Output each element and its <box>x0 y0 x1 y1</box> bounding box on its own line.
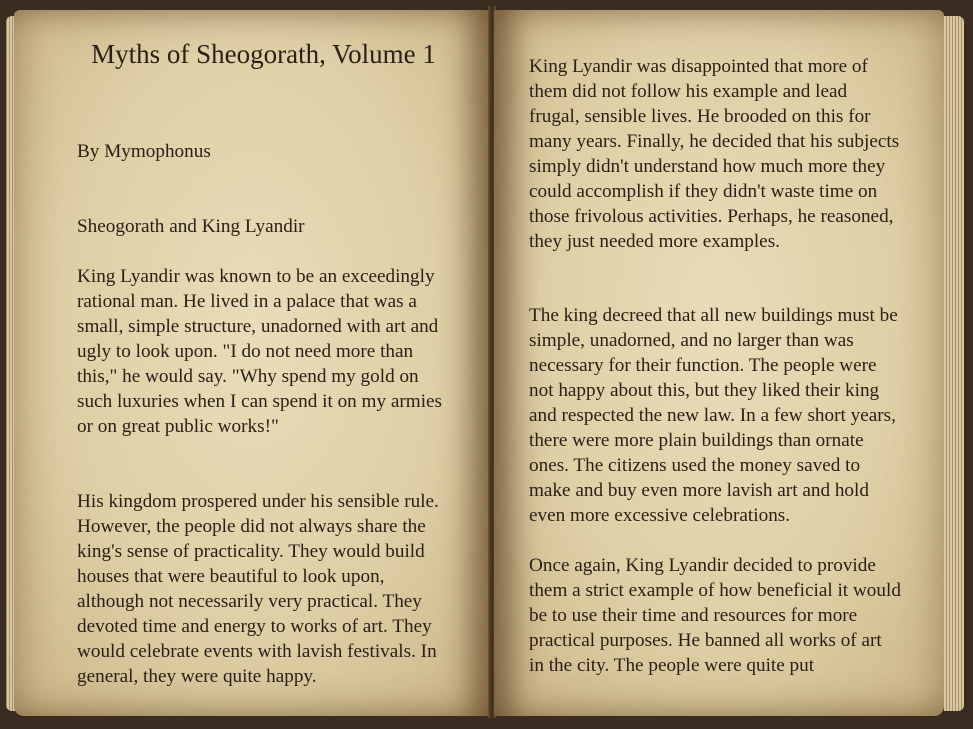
right-paragraph-2: The king decreed that all new buildings must be simple, unadorned, and no larger than was necessary for their function. The people were not happy about this, but they liked their king and respected the new law. In a few short years, there were more plain buildings than ornate ones. The citizens used the money saved to make and buy even more lavish art and hold even more excessive celebrations. <box>529 305 898 526</box>
chapter-subtitle: Sheogorath and King Lyandir <box>77 216 305 237</box>
right-page-edges <box>944 16 964 711</box>
left-paragraph-2: His kingdom prospered under his sensible rule. However, the people did not always share the king's sense of practicality. They would build houses that were beautiful to look upon, although not necessarily very practical. They devoted time and energy to works of art. They would celebrate events with lavish festivals. In general, they were quite happy. <box>77 491 439 687</box>
book-author: By Mymophonus <box>77 141 211 162</box>
right-paragraph-1: King Lyandir was disappointed that more of them did not follow his example and lead frugal, sensible lives. He brooded on this for many years. Finally, he decided that his subjects simply didn't understand how much more they could accomplish if they didn't waste time on those frivolous activities. Perhaps, he reasoned, they just needed more examples. <box>529 56 900 252</box>
book-title: Myths of Sheogorath, Volume 1 <box>91 39 436 69</box>
right-paragraph-3: Once again, King Lyandir decided to provide them a strict example of how beneficial it would be to use their time and resources for more practical purposes. He banned all works of art in the city. The people were quite put <box>529 555 901 676</box>
left-paragraph-1: King Lyandir was known to be an exceedingly rational man. He lived in a palace that was a small, simple structure, unadorned with art and ugly to look upon. "I do not need more than this," he would say. "Why spend my gold on such luxuries when I can spend it on my armies or on great public works!" <box>77 266 443 437</box>
right-page[interactable] <box>494 10 944 716</box>
left-page[interactable] <box>14 10 490 716</box>
